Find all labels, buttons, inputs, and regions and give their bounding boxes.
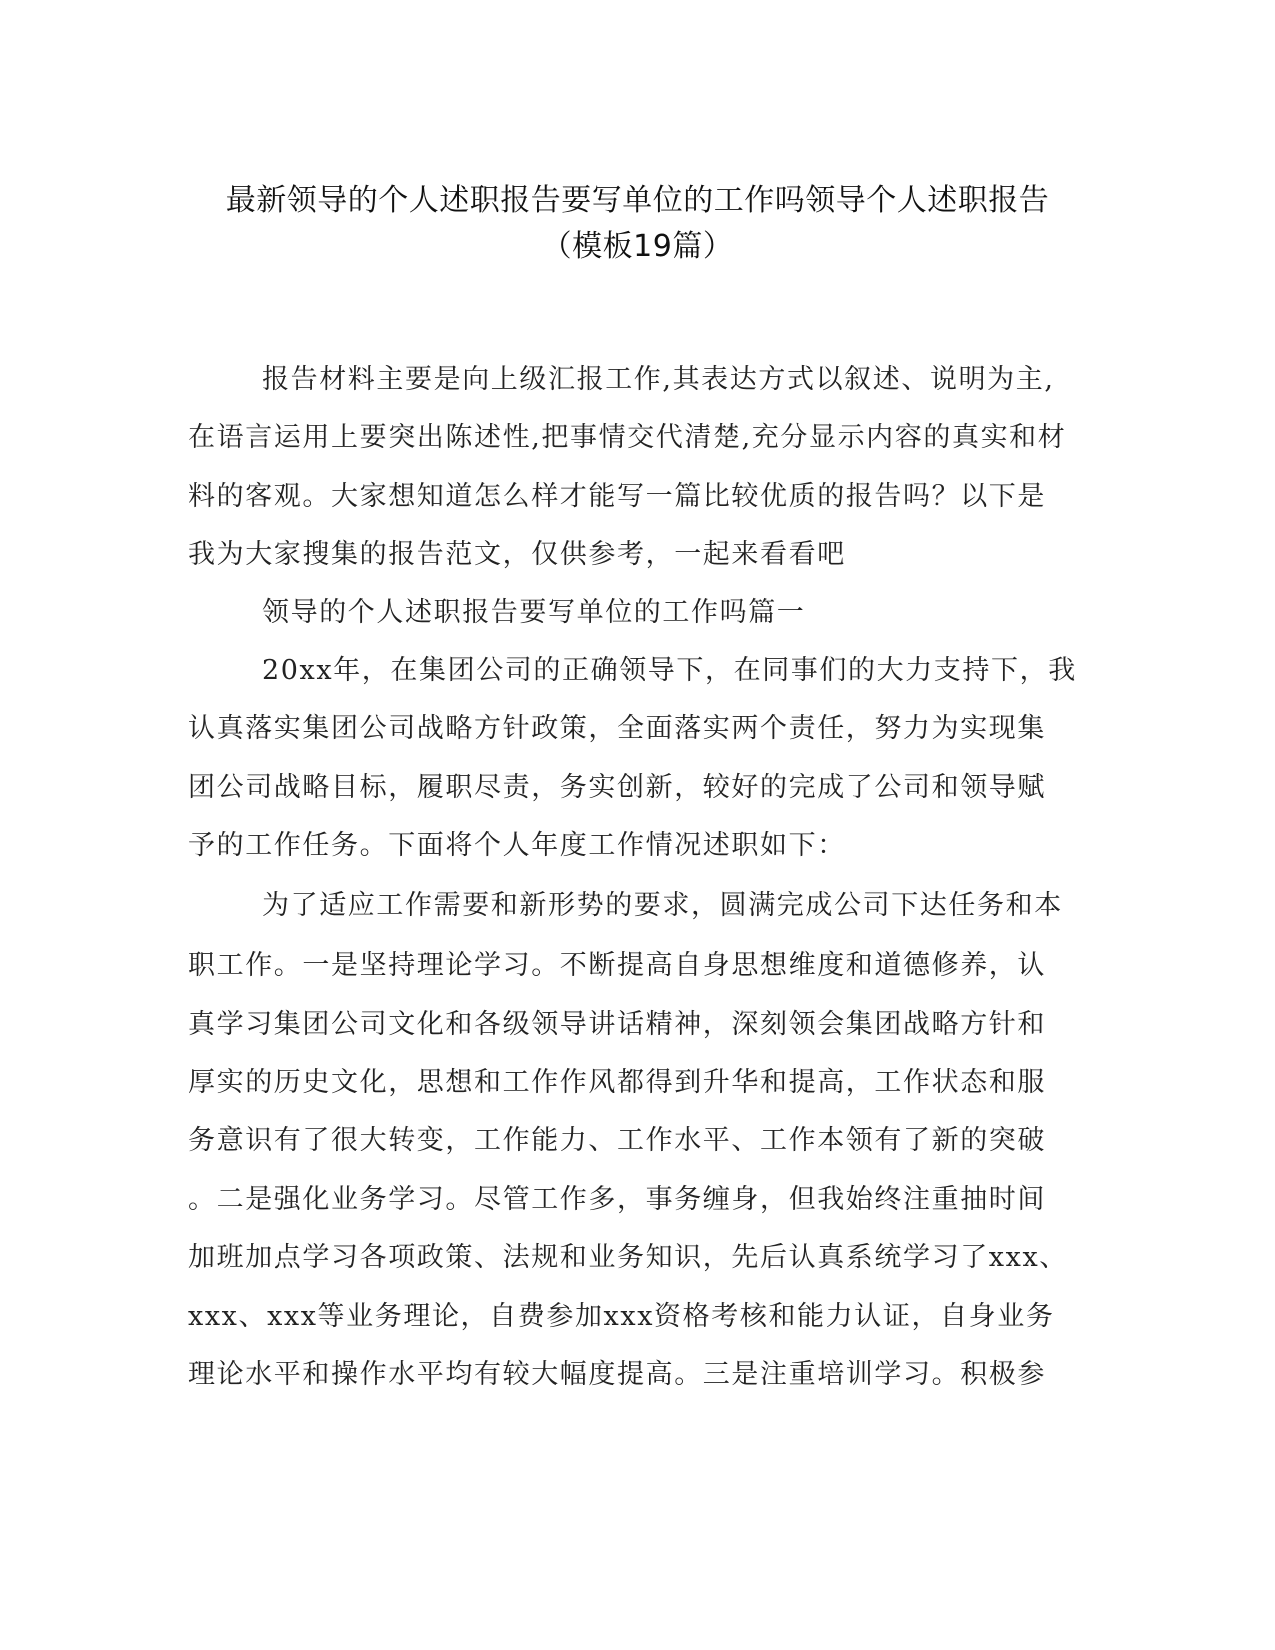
document-title-line-2: （模板19篇） [541,229,734,264]
paragraph-line: xxx、xxx等业务理论，自费参加xxx资格考核和能力认证，自身业务 [188,1301,1055,1332]
paragraph-line: 加班加点学习各项政策、法规和业务知识，先后认真系统学习了xxx、 [188,1242,1068,1273]
paragraph-line: 务意识有了很大转变，工作能力、工作水平、工作本领有了新的突破 [188,1125,1046,1156]
paragraph-line: 报告材料主要是向上级汇报工作,其表达方式以叙述、说明为主, [262,364,1055,395]
paragraph-line: 我为大家搜集的报告范文，仅供参考，一起来看看吧 [188,539,846,570]
paragraph-line: 认真落实集团公司战略方针政策，全面落实两个责任，努力为实现集 [188,713,1046,744]
document-title-line-1: 最新领导的个人述职报告要写单位的工作吗领导个人述职报告 [225,183,1050,218]
paragraph-line: 团公司战略目标，履职尽责，务实创新，较好的完成了公司和领导赋 [188,772,1046,803]
paragraph-line: 予的工作任务。下面将个人年度工作情况述职如下： [188,830,846,861]
paragraph-line: 理论水平和操作水平均有较大幅度提高。三是注重培训学习。积极参 [188,1359,1046,1390]
paragraph-line: 厚实的历史文化，思想和工作作风都得到升华和提高，工作状态和服 [188,1067,1046,1098]
paragraph-line: 为了适应工作需要和新形势的要求，圆满完成公司下达任务和本 [262,890,1063,921]
paragraph-line: 20xx年，在集团公司的正确领导下，在同事们的大力支持下，我 [262,655,1077,686]
paragraph-line: 在语言运用上要突出陈述性,把事情交代清楚,充分显示内容的真实和材 [188,422,1067,453]
paragraph-line: 真学习集团公司文化和各级领导讲话精神，深刻领会集团战略方针和 [188,1009,1046,1040]
paragraph-line: 。二是强化业务学习。尽管工作多，事务缠身，但我始终注重抽时间 [188,1184,1046,1215]
paragraph-line: 料的客观。大家想知道怎么样才能写一篇比较优质的报告吗？以下是 [188,481,1046,512]
section-heading: 领导的个人述职报告要写单位的工作吗篇一 [262,597,806,628]
paragraph-line: 职工作。一是坚持理论学习。不断提高自身思想维度和道德修养，认 [188,950,1046,981]
